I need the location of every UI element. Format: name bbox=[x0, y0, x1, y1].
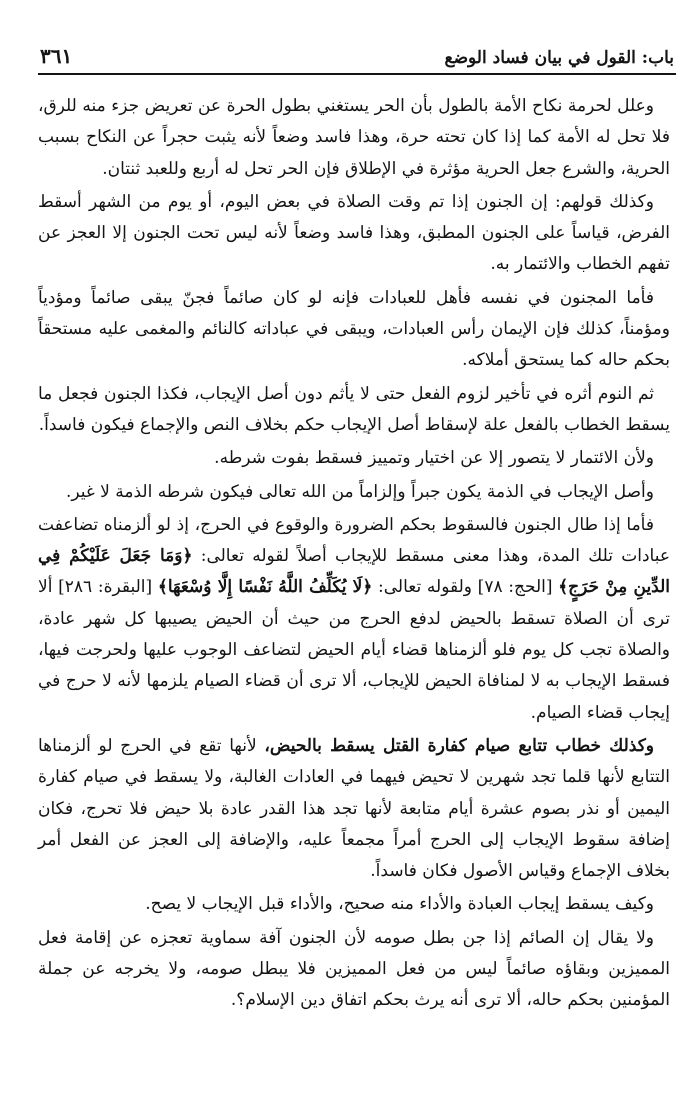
paragraph: وكيف يسقط إيجاب العبادة والأداء منه صحيح، والأداء قبل الإيجاب لا يصح. bbox=[145, 894, 654, 915]
paragraph-text: [البقرة: ٢٨٦] ألا ترى أن الصلاة تسقط بالحيض لدفع الحرج من حيث أن الحيض يصيبها كل شهر عادة، والصلاة تجب كل يوم فلو ألزمناها قضاء أيام الحيض لتضاعف الوجوب عليها ولحرجت فيها، فسقط الإيجاب به لا لمنافاة الحيض للإيجاب، ألا ترى أن قضاء الصيام يلزمها لأنه لا حرج في إيجاب قضاء الصيام. bbox=[38, 577, 670, 723]
quran-verse: ﴿لَا يُكَلِّفُ اللَّهُ نَفْسًا إِلَّا وُسْعَهَا﴾ bbox=[157, 577, 373, 598]
page-body bbox=[38, 91, 670, 1017]
bold-lead-text: وكذلك خطاب تتابع صيام كفارة القتل يسقط بالحيض، bbox=[264, 735, 654, 756]
paragraph: ثم النوم أثره في تأخير لزوم الفعل حتى لا يأثم دون أصل الإيجاب، فكذا الجنون فجعل ما يسقط الخطاب بالفعل علة لإسقاط أصل الإيجاب حكم بخلاف النص والإجماع فيكون فاسداً. bbox=[38, 383, 670, 435]
paragraph: وأصل الإيجاب في الذمة يكون جبراً وإلزاماً من الله تعالى فيكون شرطه الذمة لا غير. bbox=[65, 481, 654, 502]
running-header bbox=[38, 44, 676, 75]
quran-verse: ﴿وَمَا جَعَلَ عَلَيْكُمْ فِي الدِّينِ مِنْ حَرَجٍ﴾ bbox=[38, 546, 671, 598]
paragraph-text: لأنها تقع في الحرج لو ألزمناها التتابع لأنها قلما تجد شهرين لا تحيض فيهما في العادات الغالبة، ولا يسقط في صيام كفارة اليمين أو نذر بصوم عشرة أيام متابعة لأنها تجد هذا القدر عادة بلا حيض فلا تحرج، فكان إضافة سقوط الإيجاب إلى الحرج أمراً مجمعاً عليه، والإضافة إلى العجز عن الفعل أمر بخلاف الإجماع وقياس الأصول فكان فاسداً. bbox=[38, 735, 670, 882]
paragraph: وكذلك قولهم: إن الجنون إذا تم وقت الصلاة في بعض اليوم، أو يوم من الشهر أسقط الفرض، قياساً على الجنون المطبق، وهذا فاسد وضعاً لأنه ليس تحت الجنون إلا العجز عن تفهم الخطاب والائتمار به. bbox=[38, 191, 670, 275]
paragraph: فأما المجنون في نفسه فأهل للعبادات فإنه لو كان صائماً فجنّ يبقى صائماً ومؤدياً ومؤمناً، كذلك فإن الإيمان رأس العبادات، ويبقى في عباداته كالنائم والمغمى عليه مستحقاً بحكم حاله كما يستحق أملاكه. bbox=[38, 287, 670, 371]
page-number: ٣٦١ bbox=[40, 44, 73, 68]
verse-citation-text: [الحج: ٧٨] ولقوله تعالى: bbox=[378, 577, 553, 598]
chapter-title: باب: القول في بيان فساد الوضع bbox=[444, 48, 674, 68]
paragraph: وعلل لحرمة نكاح الأمة بالطول بأن الحر يستغني بطول الحرة عن تعريض جزء منه للرق، فلا تحل له الأمة كما إذا كان تحته حرة، وهذا فاسد وضعاً لأنه يثبت حجراً عن النكاح بسبب الحرية، والشرع جعل الحرية مؤثرة في الإطلاق فإن الحر تحل له أربع وللعبد ثنتان. bbox=[38, 96, 670, 179]
paragraph bbox=[38, 731, 670, 887]
paragraph-with-verses bbox=[38, 510, 670, 729]
paragraph-text: فأما إذا طال الجنون فالسقوط بحكم الضرورة والوقوع في الحرج، إذ لو ألزمناه تضاعفت عبادات تلك المدة، وهذا معنى مسقط للإيجاب أصلاً لقوله تعالى: bbox=[38, 514, 670, 567]
paragraph: ولأن الائتمار لا يتصور إلا عن اختيار وتمييز فسقط بفوت شرطه. bbox=[214, 448, 654, 469]
paragraph: ولا يقال إن الصائم إذا جن بطل صومه لأن الجنون آفة سماوية تعجزه عن إقامة فعل المميزين وبقاؤه صائماً ليس من فعل المميزين فلا يبطل صومه، ولا يخرجه عن جملة المؤمنين بحكم حاله، ألا ترى أنه يرث بحكم اتفاق دين الإسلام؟. bbox=[38, 927, 670, 1011]
